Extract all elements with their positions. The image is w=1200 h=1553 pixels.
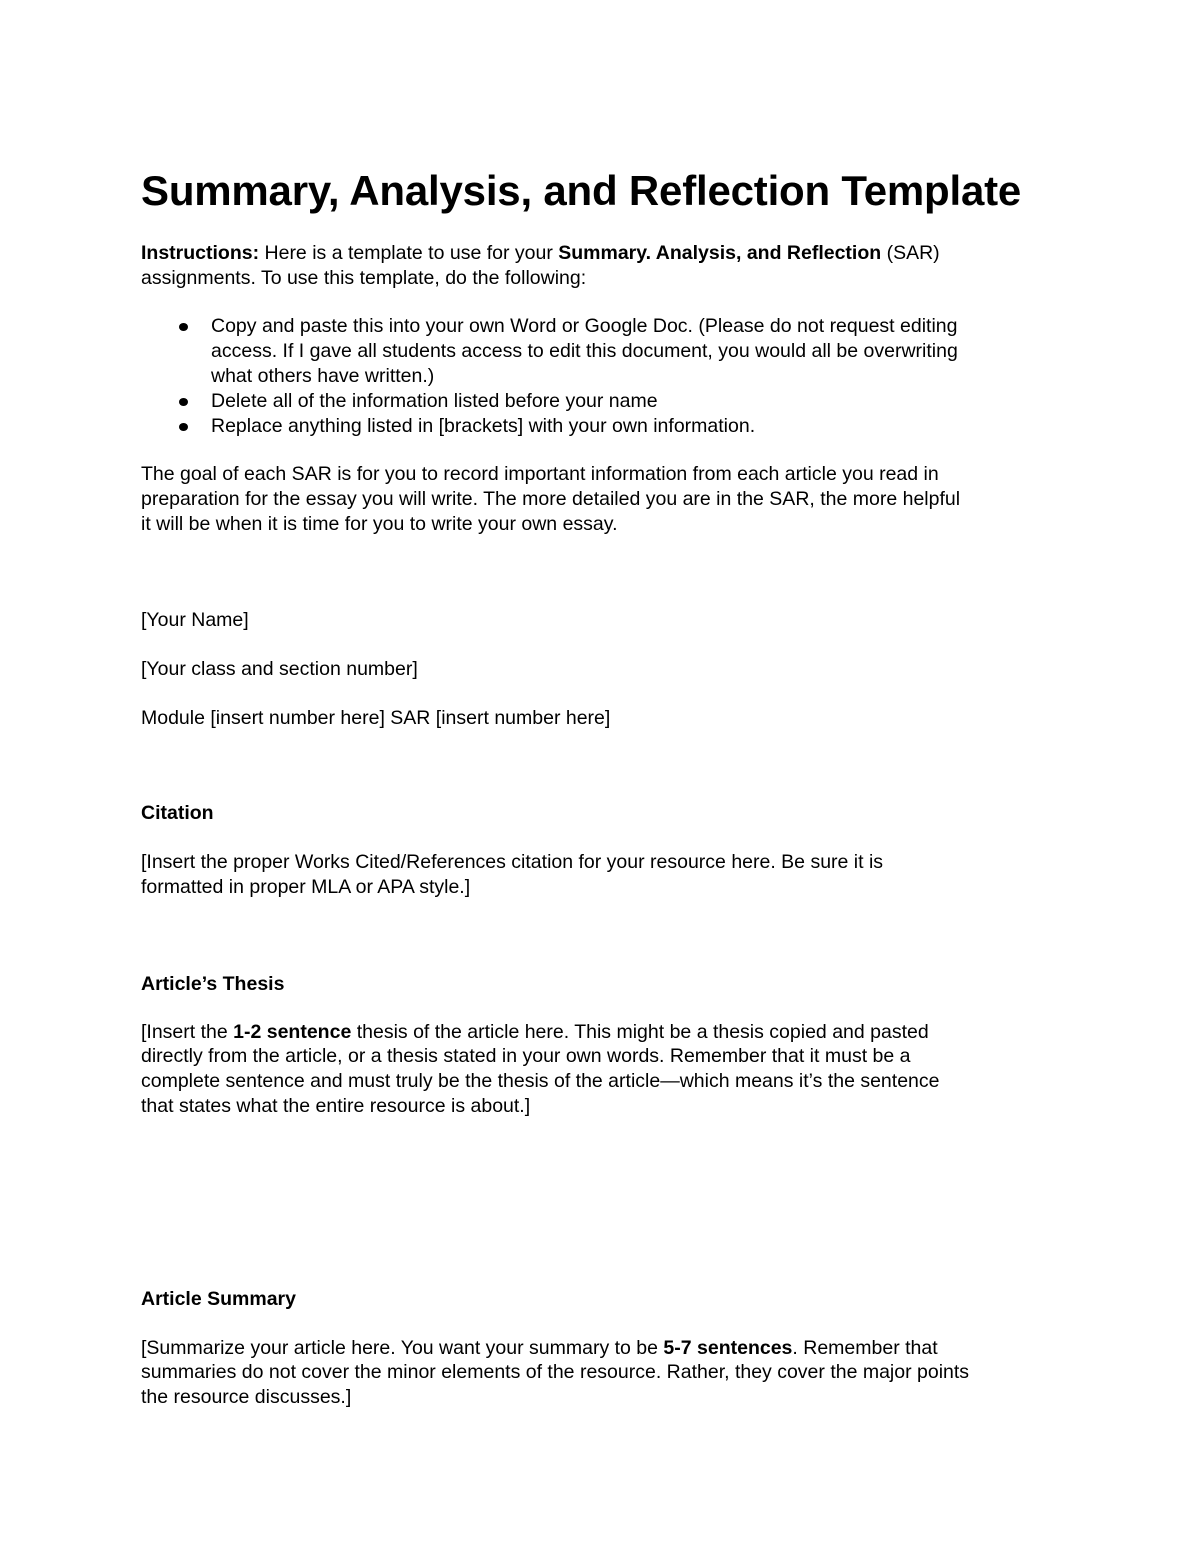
summary-line-3: the resource discusses.] [141,1386,352,1408]
goal-paragraph-line-2: preparation for the essay you will write. The more detailed you are in the SAR, the more helpful [141,488,961,510]
instructions-sar-bold: Summary. Analysis, and Reflection [558,242,882,264]
list-item-1-line-2: access. If I gave all students access to edit this document, you would all be overwriting [211,340,958,362]
instructions-text-end: (SAR) [881,242,940,264]
instructions-line-2: assignments. To use this template, do the following: [141,267,587,289]
document-title: Summary, Analysis, and Reflection Template [141,167,1022,214]
bullet-icon [179,423,188,431]
citation-heading: Citation [141,802,214,824]
goal-paragraph-line-1: The goal of each SAR is for you to record important information from each article you read in [141,463,939,485]
summary-heading: Article Summary [141,1288,296,1310]
module-field: Module [insert number here] SAR [insert number here] [141,707,611,729]
list-item-1-line-3: what others have written.) [211,365,435,387]
goal-paragraph-line-3: it will be when it is time for you to write your own essay. [141,513,618,535]
thesis-text-end: thesis of the article here. This might be a thesis copied and pasted [351,1021,929,1043]
instructions-text: Here is a template to use for your [259,242,559,264]
list-item-1-line-1: Copy and paste this into your own Word or Google Doc. (Please do not request editing [211,315,958,337]
citation-line-2: formatted in proper MLA or APA style.] [141,876,471,898]
thesis-line-3: complete sentence and must truly be the thesis of the article—which means it’s the sentence [141,1070,940,1092]
instructions-label: Instructions: [141,242,260,264]
thesis-line-2: directly from the article, or a thesis stated in your own words. Remember that it must be a [141,1045,911,1067]
thesis-heading: Article’s Thesis [141,973,285,995]
summary-text: [Summarize your article here. You want your summary to be [141,1337,664,1359]
summary-line-1 [141,1336,938,1361]
summary-text-end: . Remember that [792,1337,938,1359]
list-item-2: Delete all of the information listed before your name [211,390,658,412]
bullet-icon [179,323,188,331]
class-section-field: [Your class and section number] [141,658,418,680]
summary-line-2: summaries do not cover the minor elements of the resource. Rather, they cover the major points [141,1361,970,1383]
instructions-line-1 [141,241,940,266]
thesis-line-4: that states what the entire resource is about.] [141,1095,531,1117]
thesis-text: [Insert the [141,1021,234,1043]
your-name-field: [Your Name] [141,609,249,631]
thesis-line-1 [141,1020,929,1045]
thesis-bold-length: 1-2 sentence [233,1021,352,1043]
list-item-3: Replace anything listed in [brackets] with your own information. [211,415,756,437]
summary-bold-length: 5-7 sentences [663,1337,793,1359]
citation-line-1: [Insert the proper Works Cited/References citation for your resource here. Be sure it is [141,851,884,873]
bullet-icon [179,398,188,406]
